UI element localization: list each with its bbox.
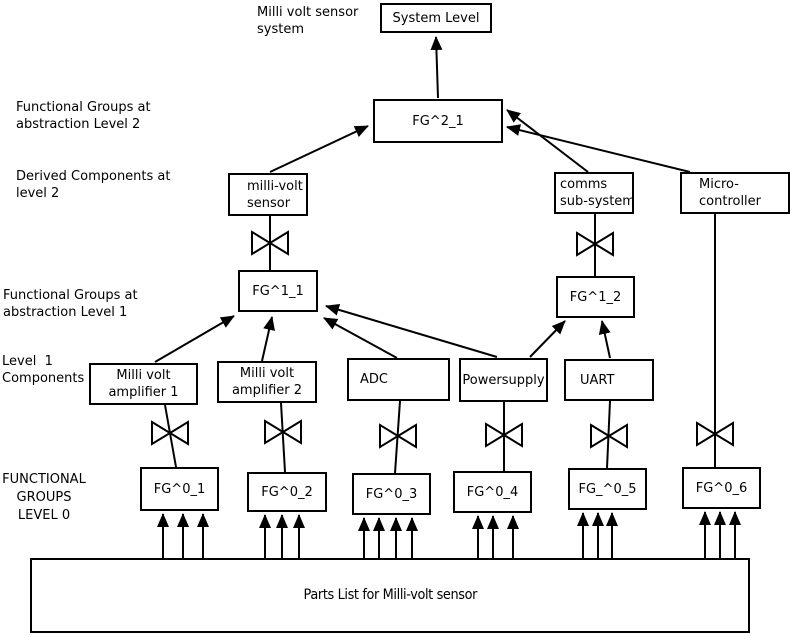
node-millivolt-sensor: milli-volt sensor	[228, 173, 308, 216]
arrow-amp2-fg11	[262, 317, 272, 361]
node-comms-subsystem: comms sub-system	[554, 172, 634, 214]
arrow-mvsensor-fg21	[270, 126, 368, 172]
top-note-line2: system	[257, 22, 304, 37]
node-fg0-1: FG^0_1	[140, 467, 219, 511]
top-note-label	[257, 4, 358, 38]
node-millivolt-amplifier-2: Milli volt amplifier 2	[217, 361, 317, 403]
arrow-fg21-system	[436, 37, 438, 98]
node-powersupply: Powersupply	[459, 358, 548, 402]
node-system-level: System Level	[380, 3, 492, 33]
node-fg0-4: FG^0_4	[453, 471, 532, 513]
arrow-comms-fg21	[507, 110, 588, 172]
arrow-amp1-fg11	[155, 316, 234, 362]
node-micro-controller: Micro- controller	[680, 172, 790, 214]
label-level1-components: Level 1 Components	[2, 354, 85, 386]
node-fg0-5: FG_^0_5	[568, 468, 647, 510]
node-parts-list: Parts List for Milli-volt sensor	[30, 558, 750, 633]
arrow-psu-fg12	[530, 321, 565, 357]
node-fg0-3: FG^0_3	[352, 473, 431, 515]
top-note-line1: Milli volt sensor	[257, 5, 359, 20]
arrow-micro-fg21	[507, 127, 690, 172]
label-derived-components-l2: Derived Components at level 2	[16, 169, 171, 201]
label-functional-groups-l0: FUNCTIONAL GROUPS LEVEL 0	[2, 472, 86, 523]
node-adc: ADC	[347, 358, 450, 401]
arrow-psu-fg11	[326, 306, 497, 357]
node-fg0-6: FG^0_6	[682, 467, 761, 509]
node-millivolt-amplifier-1: Milli volt amplifier 1	[89, 363, 198, 405]
label-functional-groups-l2: Functional Groups at abstraction Level 2	[16, 100, 151, 132]
node-fg1-1: FG^1_1	[238, 270, 318, 312]
arrow-uart-fg12	[602, 321, 610, 358]
node-uart: UART	[564, 359, 654, 401]
node-fg0-2: FG^0_2	[247, 472, 327, 512]
label-functional-groups-l1: Functional Groups at abstraction Level 1	[3, 288, 138, 320]
node-fg1-2: FG^1_2	[556, 276, 635, 318]
link-amp2-fg02	[281, 403, 285, 472]
valve-icon-amp1	[152, 422, 188, 444]
node-fg2-1: FG^2_1	[373, 99, 503, 143]
